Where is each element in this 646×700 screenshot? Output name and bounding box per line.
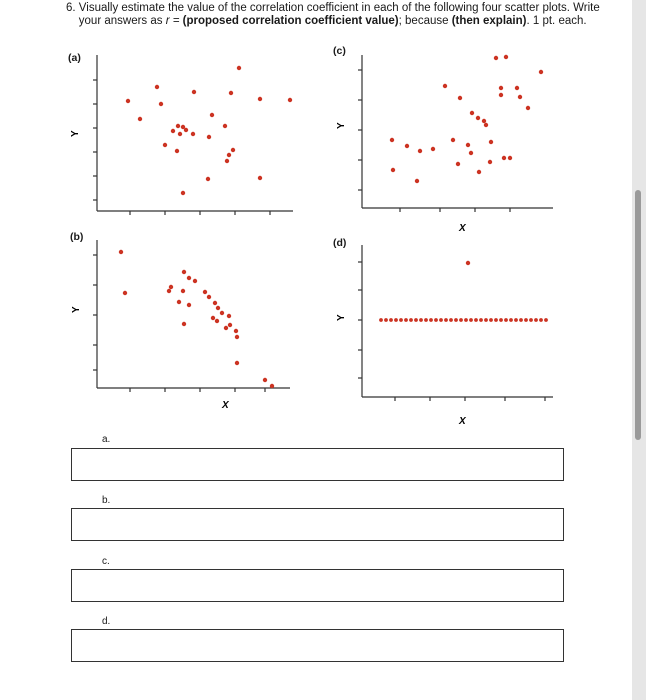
point bbox=[454, 318, 458, 322]
point bbox=[488, 160, 492, 164]
point bbox=[419, 318, 423, 322]
question-number: 6. bbox=[66, 2, 76, 14]
point bbox=[515, 86, 519, 90]
point bbox=[456, 162, 460, 166]
point bbox=[484, 318, 488, 322]
point bbox=[502, 156, 506, 160]
point bbox=[470, 111, 474, 115]
point bbox=[404, 318, 408, 322]
question-prefix: your answers as bbox=[78, 15, 166, 27]
answer-box-b[interactable] bbox=[71, 508, 564, 541]
point bbox=[409, 318, 413, 322]
point bbox=[182, 270, 186, 274]
point bbox=[466, 261, 470, 265]
point bbox=[227, 314, 231, 318]
point bbox=[499, 86, 503, 90]
point bbox=[544, 318, 548, 322]
point bbox=[494, 318, 498, 322]
point bbox=[263, 378, 267, 382]
plot-b-label: (b) bbox=[70, 231, 84, 243]
plot-d-label: (d) bbox=[333, 237, 347, 249]
point bbox=[181, 191, 185, 195]
point bbox=[231, 148, 235, 152]
point bbox=[175, 149, 179, 153]
question-line1: Visually estimate the value of the correlation coefficient in each of the following four scatter plots. Write bbox=[78, 2, 600, 14]
plot-d-xlabel: X bbox=[459, 416, 466, 427]
point bbox=[258, 97, 262, 101]
point bbox=[534, 318, 538, 322]
point bbox=[499, 93, 503, 97]
point bbox=[220, 311, 224, 315]
point bbox=[228, 323, 232, 327]
point bbox=[499, 318, 503, 322]
point bbox=[187, 276, 191, 280]
point bbox=[171, 129, 175, 133]
point bbox=[405, 144, 409, 148]
point bbox=[203, 290, 207, 294]
point bbox=[119, 250, 123, 254]
point bbox=[207, 295, 211, 299]
point bbox=[288, 98, 292, 102]
point bbox=[429, 318, 433, 322]
point bbox=[384, 318, 388, 322]
point bbox=[451, 138, 455, 142]
point bbox=[529, 318, 533, 322]
point bbox=[159, 102, 163, 106]
point bbox=[469, 151, 473, 155]
point bbox=[526, 106, 530, 110]
point bbox=[389, 318, 393, 322]
point bbox=[474, 318, 478, 322]
point bbox=[539, 70, 543, 74]
point bbox=[443, 84, 447, 88]
plot-a-points bbox=[126, 66, 292, 195]
point bbox=[191, 132, 195, 136]
plot-c-xlabel: X bbox=[459, 223, 466, 234]
plot-d-axes bbox=[358, 245, 553, 401]
point bbox=[167, 289, 171, 293]
plot-d-points bbox=[379, 261, 548, 322]
point bbox=[459, 318, 463, 322]
answer-label-b: b. bbox=[102, 495, 111, 506]
answer-box-a[interactable] bbox=[71, 448, 564, 481]
answer-label-a: a. bbox=[102, 434, 111, 445]
point bbox=[182, 322, 186, 326]
point bbox=[479, 318, 483, 322]
plot-d-ylabel: Y bbox=[336, 314, 347, 321]
point bbox=[227, 153, 231, 157]
point bbox=[213, 301, 217, 305]
question-mid: ; because bbox=[398, 15, 452, 27]
point bbox=[518, 95, 522, 99]
plot-a-ylabel: Y bbox=[70, 130, 81, 137]
point bbox=[234, 329, 238, 333]
question-bold-value: (proposed correlation coefficient value) bbox=[182, 15, 399, 27]
point bbox=[178, 132, 182, 136]
answer-box-c[interactable] bbox=[71, 569, 564, 602]
plot-b-ylabel: Y bbox=[71, 306, 82, 313]
point bbox=[176, 124, 180, 128]
point bbox=[415, 179, 419, 183]
point bbox=[439, 318, 443, 322]
point bbox=[229, 91, 233, 95]
point bbox=[123, 291, 127, 295]
plot-b-axes bbox=[93, 240, 290, 392]
point bbox=[444, 318, 448, 322]
question-suffix: . 1 pt. each. bbox=[526, 15, 587, 27]
point bbox=[504, 55, 508, 59]
point bbox=[509, 318, 513, 322]
point bbox=[519, 318, 523, 322]
point bbox=[449, 318, 453, 322]
point bbox=[489, 318, 493, 322]
plot-c-ylabel: Y bbox=[336, 122, 347, 129]
point bbox=[484, 123, 488, 127]
point bbox=[482, 119, 486, 123]
point bbox=[414, 318, 418, 322]
point bbox=[216, 306, 220, 310]
point bbox=[489, 140, 493, 144]
point bbox=[169, 285, 173, 289]
point bbox=[225, 159, 229, 163]
point bbox=[508, 156, 512, 160]
plot-b-xlabel: X bbox=[222, 400, 229, 411]
point bbox=[126, 99, 130, 103]
point bbox=[192, 90, 196, 94]
plot-a-label: (a) bbox=[68, 52, 81, 64]
point bbox=[181, 289, 185, 293]
point bbox=[391, 168, 395, 172]
point bbox=[431, 147, 435, 151]
plot-c-points bbox=[390, 55, 543, 183]
point bbox=[524, 318, 528, 322]
point bbox=[210, 113, 214, 117]
point bbox=[464, 318, 468, 322]
point bbox=[211, 316, 215, 320]
point bbox=[223, 124, 227, 128]
point bbox=[494, 56, 498, 60]
point bbox=[504, 318, 508, 322]
point bbox=[379, 318, 383, 322]
answer-box-d[interactable] bbox=[71, 629, 564, 662]
point bbox=[469, 318, 473, 322]
point bbox=[418, 149, 422, 153]
point bbox=[177, 300, 181, 304]
point bbox=[477, 170, 481, 174]
point bbox=[424, 318, 428, 322]
point bbox=[466, 143, 470, 147]
point bbox=[270, 384, 274, 388]
point bbox=[155, 85, 159, 89]
point bbox=[193, 279, 197, 283]
point bbox=[215, 319, 219, 323]
point bbox=[235, 335, 239, 339]
point bbox=[224, 326, 228, 330]
answer-label-d: d. bbox=[102, 616, 111, 627]
point bbox=[390, 138, 394, 142]
point bbox=[514, 318, 518, 322]
point bbox=[163, 143, 167, 147]
point bbox=[235, 361, 239, 365]
point bbox=[237, 66, 241, 70]
plot-b-points bbox=[119, 250, 274, 388]
point bbox=[434, 318, 438, 322]
plot-c-label: (c) bbox=[333, 45, 346, 57]
point bbox=[138, 117, 142, 121]
point bbox=[476, 116, 480, 120]
question-bold-explain: (then explain) bbox=[451, 15, 527, 27]
point bbox=[184, 128, 188, 132]
plot-c-axes bbox=[358, 55, 553, 212]
point bbox=[206, 177, 210, 181]
point bbox=[458, 96, 462, 100]
point bbox=[207, 135, 211, 139]
point bbox=[258, 176, 262, 180]
r-symbol: r = bbox=[165, 15, 183, 27]
point bbox=[539, 318, 543, 322]
point bbox=[187, 303, 191, 307]
point bbox=[399, 318, 403, 322]
point bbox=[394, 318, 398, 322]
answer-label-c: c. bbox=[102, 556, 110, 567]
